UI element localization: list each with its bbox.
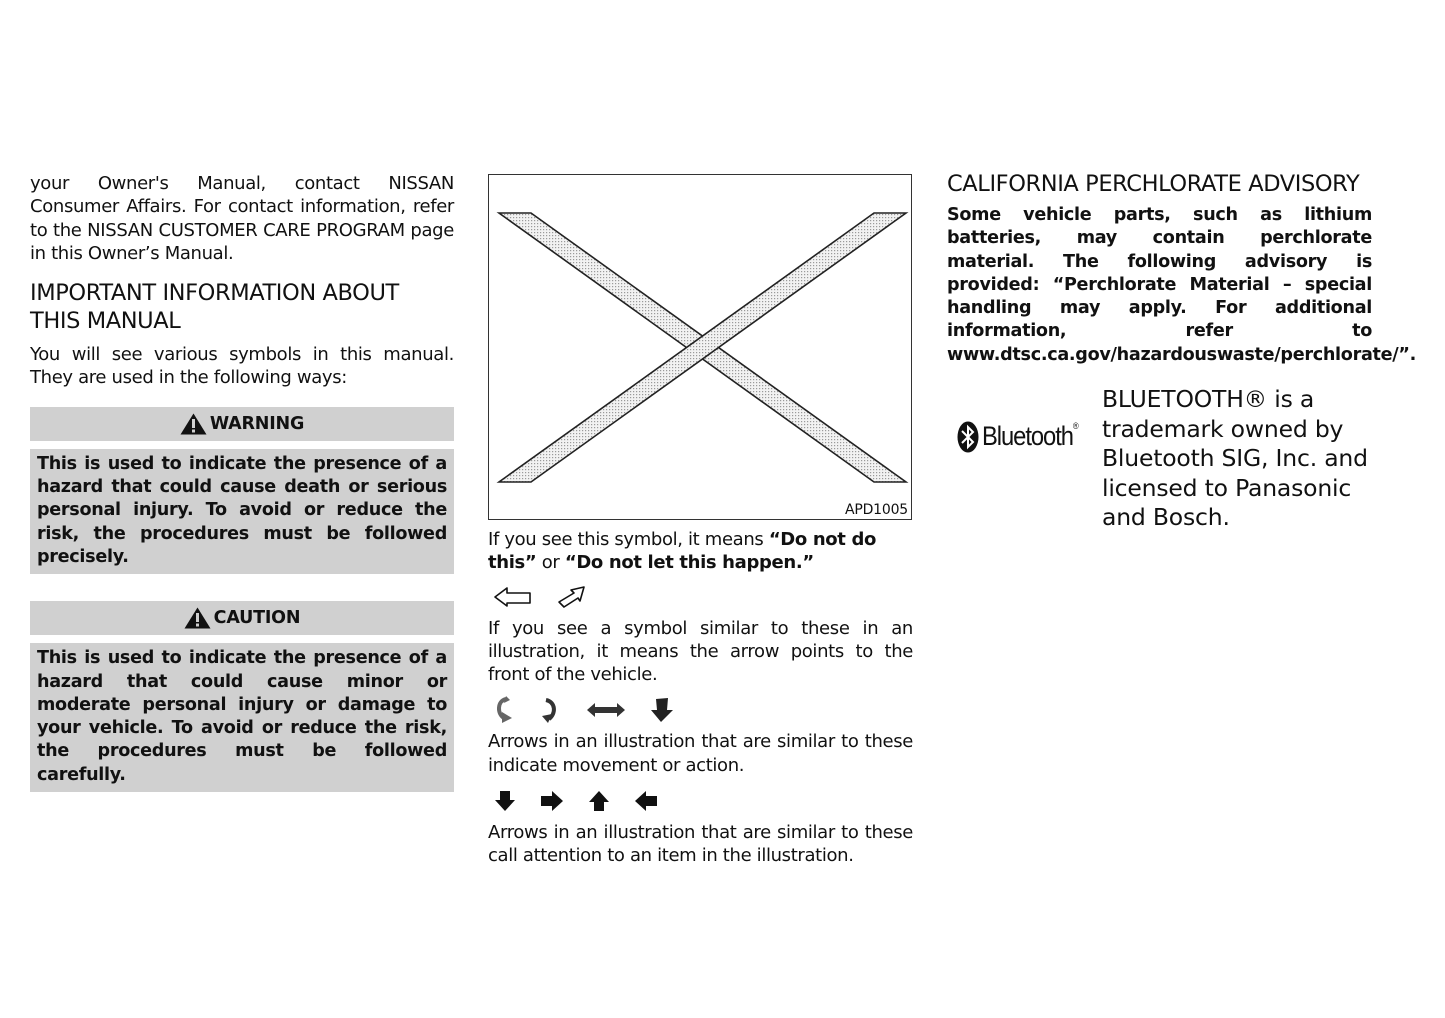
attention-arrow-icons (488, 785, 913, 817)
caution-label: CAUTION (213, 608, 301, 629)
bluetooth-wordmark-text: Bluetooth (982, 421, 1073, 452)
arrow-right-icon (540, 790, 564, 812)
caution-header (30, 601, 454, 635)
movement-arrow-icons (488, 694, 913, 726)
bluetooth-section (947, 385, 1372, 533)
bluetooth-logo (947, 385, 1102, 533)
front-arrows-paragraph: If you see a symbol similar to these in an illustration, it means the arrow points to the front of the vehicle. (488, 617, 913, 686)
do-not-symbol-figure (488, 174, 912, 520)
do-not-or: or (536, 552, 565, 574)
curved-arrow-icon (494, 696, 516, 724)
bluetooth-icon (957, 421, 979, 453)
bluetooth-wordmark (982, 421, 1078, 452)
warning-text: This is used to indicate the presence of a hazard that could cause death or serious personal injury. To avoid or reduce the risk, the procedures must be followed precisely. (37, 453, 447, 567)
symbols-intro-paragraph: You will see various symbols in this manual. They are used in the following ways: (30, 344, 454, 389)
caution-box (30, 643, 454, 792)
right-column (947, 170, 1417, 533)
movement-paragraph: Arrows in an illustration that are similar to these indicate movement or action. (488, 731, 913, 776)
arrow-up-icon (588, 790, 610, 812)
bluetooth-registered-mark: ® (1072, 421, 1078, 432)
warning-box (30, 449, 454, 574)
front-arrow-diagonal-icon (556, 585, 586, 609)
do-not-phrase-2: “Do not let this happen.” (564, 552, 814, 574)
section-heading-perchlorate: CALIFORNIA PERCHLORATE ADVISORY (947, 171, 1360, 197)
perchlorate-advisory: Some vehicle parts, such as lithium batteries, may contain perchlorate material. The following advisory is provided: “Perchlorate Material – special handling may apply. For additional information, refer to www.dtsc.ca.gov/hazardouswaste/perchlorate/”. (947, 205, 1417, 365)
front-arrow-icons (488, 581, 913, 613)
rotate-arrow-icon (540, 696, 562, 724)
do-not-phrase-1: “Do not do this” (488, 529, 877, 574)
double-arrow-icon (586, 702, 626, 718)
bluetooth-trademark-text: BLUETOOTH® is a trademark owned by Bluetooth SIG, Inc. and licensed to Panasonic and Bosch. (1102, 385, 1368, 532)
do-not-x-icon (489, 175, 911, 519)
front-arrow-left-icon (494, 586, 532, 608)
intro-paragraph: your Owner's Manual, contact NISSAN Consumer Affairs. For contact information, refer to the NISSAN CUSTOMER CARE PROGRAM page in this Owner’s Manual. (30, 173, 454, 264)
caution-triangle-icon (184, 607, 211, 629)
do-not-paragraph (488, 528, 913, 575)
arrow-down-icon (494, 790, 516, 812)
section-heading-manual: IMPORTANT INFORMATION ABOUT THIS MANUAL (30, 280, 399, 335)
middle-column (488, 170, 913, 868)
warning-label: WARNING (209, 413, 305, 434)
warning-header (30, 407, 454, 441)
warning-triangle-icon (180, 413, 207, 435)
arrow-left-icon (634, 790, 658, 812)
down-move-arrow-icon (650, 697, 674, 723)
left-column (30, 170, 454, 792)
attention-paragraph: Arrows in an illustration that are similar to these call attention to an item in the illustration. (488, 822, 913, 867)
caution-text: This is used to indicate the presence of a hazard that could cause minor or moderate personal injury or damage to your vehicle. To avoid or reduce the risk, the procedures must be followed carefully. (37, 648, 447, 785)
do-not-prefix: If you see this symbol, it means (488, 529, 769, 550)
figure-code: APD1005 (844, 502, 908, 518)
